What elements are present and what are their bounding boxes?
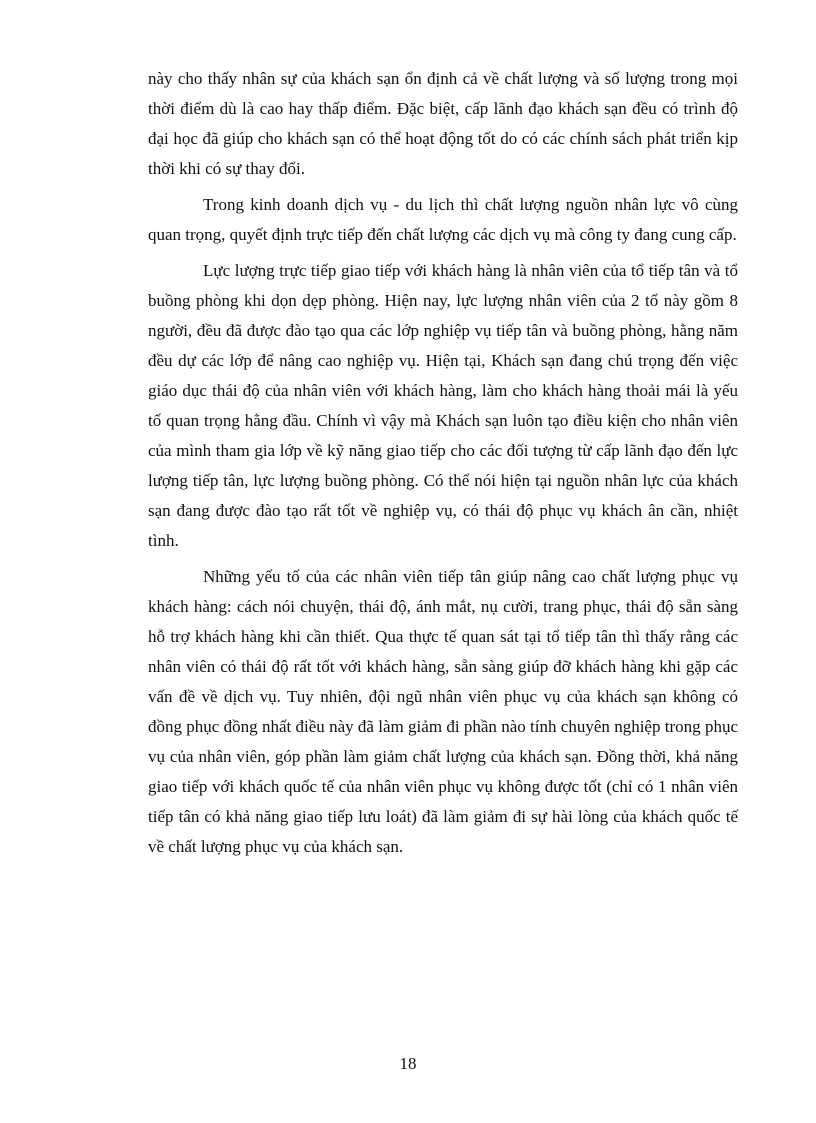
paragraph-3: Lực lượng trực tiếp giao tiếp với khách hàng là nhân viên của tổ tiếp tân và tổ buồng phòng khi dọn dẹp phòng. Hiện nay, lực lượng nhân viên của 2 tổ này gồm 8 người, đều đã được đào tạo qua các lớp nghiệp vụ tiếp tân và buồng phòng, hằng năm đều dự các lớp để nâng cao nghiệp vụ. Hiện tại, Khách sạn đang chú trọng đến việc giáo dục thái độ của nhân viên với khách hàng, làm cho khách hàng thoải mái là yếu tố quan trọng hằng đầu. Chính vì vậy mà Khách sạn luôn tạo điều kiện cho nhân viên của mình tham gia lớp về kỹ năng giao tiếp cho các đối tượng từ cấp lãnh đạo đến lực lượng tiếp tân, lực lượng buồng phòng. Có thể nói hiện tại nguồn nhân lực của khách sạn đang được đào tạo rất tốt về nghiệp vụ, có thái độ phục vụ khách ân cần, nhiệt tình. bbox=[148, 261, 738, 550]
document-page bbox=[148, 64, 738, 868]
page-number: 18 bbox=[399, 1054, 417, 1073]
paragraph-1: này cho thấy nhân sự của khách sạn ổn định cả về chất lượng và số lượng trong mọi thời điểm dù là cao hay thấp điểm. Đặc biệt, cấp lãnh đạo khách sạn đều có trình độ đại học đã giúp cho khách sạn có thể hoạt động tốt do có các chính sách phát triển kịp thời khi có sự thay đổi. bbox=[148, 69, 738, 178]
paragraph-4: Những yếu tố của các nhân viên tiếp tân giúp nâng cao chất lượng phục vụ khách hàng: cách nói chuyện, thái độ, ánh mắt, nụ cười, trang phục, thái độ sẵn sàng hỗ trợ khách hàng khi cần thiết. Qua thực tế quan sát tại tổ tiếp tân thì thấy rằng các nhân viên có thái độ rất tốt với khách hàng, sẵn sàng giúp đỡ khách hàng khi gặp các vấn đề về dịch vụ. Tuy nhiên, đội ngũ nhân viên phục vụ của khách sạn không có đồng phục đồng nhất điều này đã làm giảm đi phần nào tính chuyên nghiệp trong phục vụ của nhân viên, góp phần làm giảm chất lượng của khách sạn. Đồng thời, khả năng giao tiếp với khách quốc tế của nhân viên phục vụ không được tốt (chỉ có 1 nhân viên tiếp tân có khả năng giao tiếp lưu loát) đã làm giảm đi sự hài lòng của khách quốc tế về chất lượng phục vụ của khách sạn. bbox=[148, 567, 738, 856]
paragraph-2: Trong kinh doanh dịch vụ - du lịch thì chất lượng nguồn nhân lực vô cùng quan trọng, quyết định trực tiếp đến chất lượng các dịch vụ mà công ty đang cung cấp. bbox=[148, 195, 738, 244]
